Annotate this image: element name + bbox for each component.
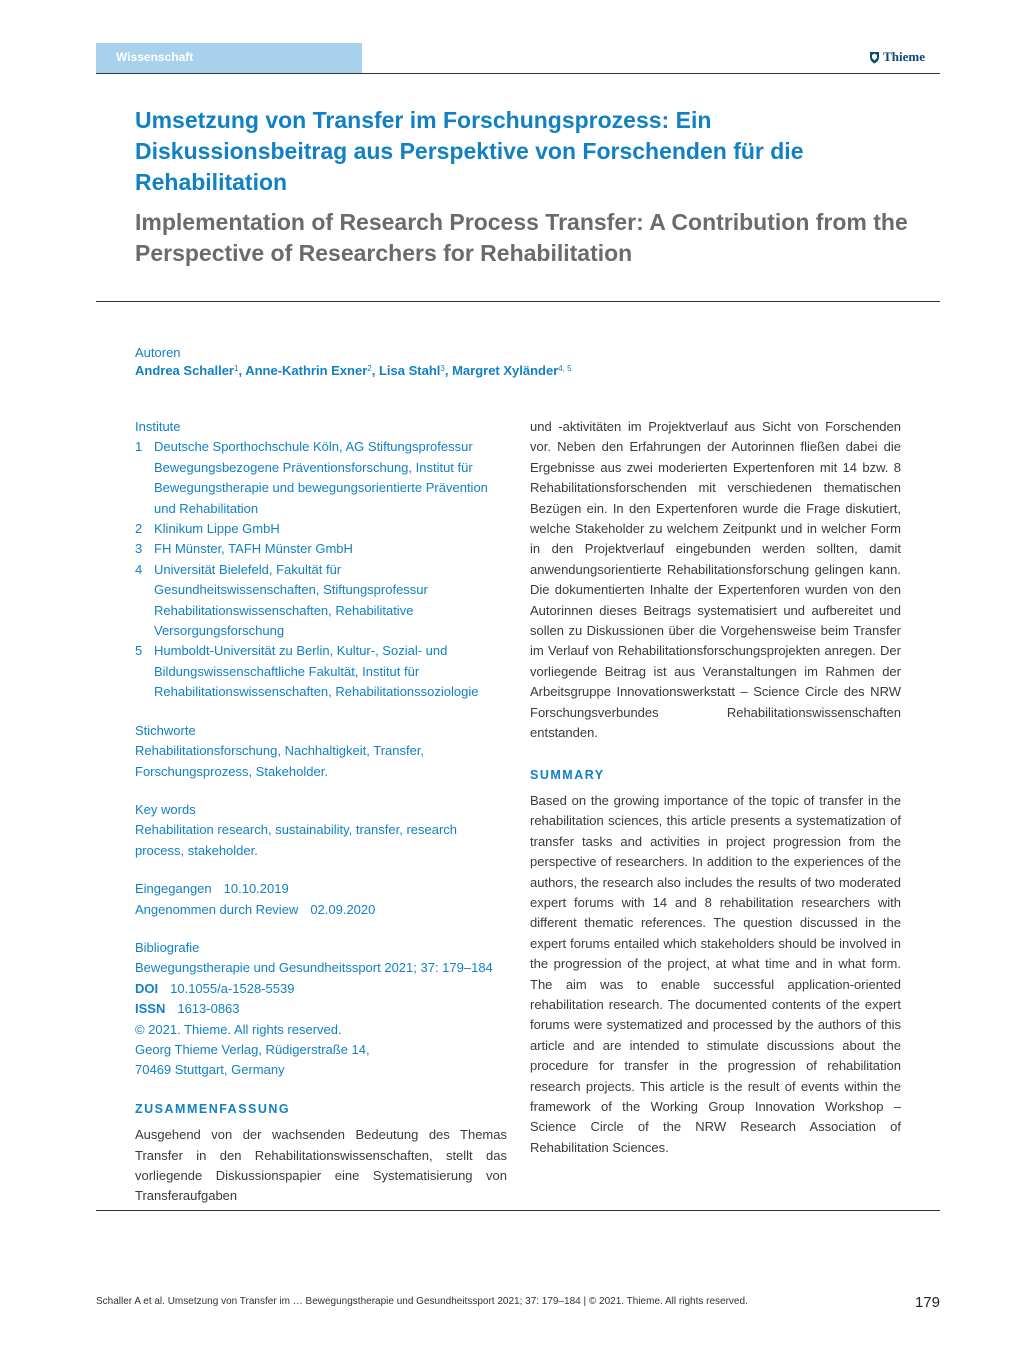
received-date: 10.10.2019 (223, 881, 289, 897)
keywords-block (135, 800, 507, 861)
authors-label: Autoren (135, 345, 181, 360)
author: , Lisa Stahl$^3$ (372, 363, 445, 378)
summary-text: Based on the growing importance of the topic of transfer in the rehabilitation sciences, this article presents a systematization of transfer tasks and activities in project progression from the perspective of researchers. In addition to the experiences of the authors, the research also includes the results of two moderated expert forums with 14 and 8 rehabilitation researchers with different thematic references. The question discussed in the expert forums entailed which stakeholders should be involved in the progression of the project, at what time and in what form. The aim was to enable successful application-oriented rehabilitation research. The documented contents of the expert forums were systematized and processed by the authors of this article and are intended to stimulate discussions about the procedure for transfer in the progression of rehabilitation research projects. This article is the result of events within the framework of the Working Group Innovation Workshop – Science Circle of the NRW Research Association of Rehabilitation Sciences. (530, 792, 901, 1155)
institute-item: 1 Deutsche Sporthochschule Köln, AG Stiftungsprofessur Bewegungsbezogene Präventionsforschung, Institut für Bewegungstherapie und bewegungsorientierte Prävention und Rehabilitation (135, 439, 488, 516)
section-tab: Wissenschaft (96, 43, 362, 74)
accepted-label: Angenommen durch Review (135, 901, 299, 917)
received-label: Eingegangen (135, 881, 212, 897)
dates-block (135, 879, 507, 920)
zusammenfassung-heading: ZUSAMMENFASSUNG (135, 1101, 291, 1116)
publisher-address: Georg Thieme Verlag, Rüdigerstraße 14, (135, 1041, 370, 1057)
publisher-city: 70469 Stuttgart, Germany (135, 1062, 285, 1078)
zusammenfassung-block (135, 1099, 507, 1207)
brand-name: Thieme (883, 49, 925, 64)
author: Andrea Schaller$^1$ (135, 363, 239, 378)
doi-label: DOI (135, 980, 159, 996)
thieme-crest-icon (869, 51, 880, 64)
doi-value: 10.1055/a-1528-5539 (170, 980, 295, 996)
left-column (135, 417, 507, 1207)
author-list (135, 363, 572, 378)
title-divider (96, 301, 940, 302)
institute-item: 2 Klinikum Lippe GmbH (135, 521, 280, 537)
summary-heading: SUMMARY (530, 767, 605, 782)
keywords-label: Key words (135, 801, 196, 817)
bibliography-block (135, 938, 507, 1081)
stichworte-label: Stichworte (135, 722, 196, 738)
bibliography-label: Bibliografie (135, 939, 200, 955)
copyright-line: © 2021. Thieme. All rights reserved. (135, 1021, 342, 1037)
author: , Margret Xyländer$^{4, 5}$ (445, 363, 572, 378)
article-title-german: Umsetzung von Transfer im Forschungsprozess: Ein Diskussionsbeitrag aus Perspektive von Forschenden für die Rehabilitation (135, 107, 804, 195)
publisher-logo (869, 49, 925, 65)
journal-citation: Bewegungstherapie und Gesundheitssport 2021; 37: 179–184 (135, 960, 493, 976)
institute-item: 4 Universität Bielefeld, Fakultät für Gesundheitswissenschaften, Stiftungsprofessur Rehabilitationswissenschaften, Rehabilitative Versorgungsforschung (135, 561, 428, 639)
institutes-label: Institute (135, 419, 181, 434)
accepted-date: 02.09.2020 (310, 901, 376, 917)
zusammenfassung-text-part2: und -aktivitäten im Projektverlauf aus Sicht von Forschenden vor. Neben den Erfahrungen der Autorinnen fließen dabei die Ergebnisse aus zwei moderierten Expertenforen mit 14 bzw. 8 Rehabilitationsforschenden mit verschiedenen thematischen Bezügen ein. In den Expertenforen wurde die Frage diskutiert, welche Stakeholder zu welchem Zeitpunkt und in welcher Form in den Projektverlauf eingebunden werden sollten, damit anwendungsorientierte Rehabilitationsforschung gelingen kann. Die dokumentierten Inhalte der Expertenforen wurden von den Autorinnen dieses Beitrags systematisiert und aufbereitet und sollen zu Diskussionen über die Vorgehensweise beim Transfer im Verlauf von Rehabilitationsforschungsprojekten anregen. Der vorliegende Beitrag ist aus Veranstaltungen im Rahmen der Arbeitsgruppe Innovationswerkstatt – Science Circle des NRW Forschungsverbundes Rehabilitationswissenschaften entstanden. (530, 419, 901, 741)
article-title-english: Implementation of Research Process Transfer: A Contribution from the Perspective of Researchers for Rehabilitation (135, 209, 908, 266)
page-number: 179 (914, 1294, 940, 1311)
footer-citation: Schaller A et al. Umsetzung von Transfer im … Bewegungstherapie und Gesundheitssport 2021; 37: 179–184 | © 2021. Thieme. All rights reserved. (96, 1296, 748, 1307)
stichworte-text: Rehabilitationsforschung, Nachhaltigkeit, Transfer, Forschungsprozess, Stakeholder. (135, 743, 425, 779)
stichworte-block (135, 721, 507, 782)
author: , Anne-Kathrin Exner$^2$ (238, 363, 371, 378)
header-rule (96, 73, 940, 74)
institute-item: 3 FH Münster, TAFH Münster GmbH (135, 541, 353, 557)
keywords-text: Rehabilitation research, sustainability, transfer, research process, stakeholder. (135, 822, 458, 858)
institute-list (135, 437, 507, 702)
right-column (530, 417, 901, 1158)
issn-value: 1613-0863 (177, 1001, 240, 1017)
footer-divider (96, 1210, 940, 1211)
zusammenfassung-text-part1: Ausgehend von der wachsenden Bedeutung des Themas Transfer in den Rehabilitationswissenschaften, stellt das vorliegende Diskussionspapier eine Systematisierung von Transferaufgaben (135, 1127, 507, 1204)
issn-label: ISSN (135, 1001, 166, 1017)
institute-item: 5 Humboldt-Universität zu Berlin, Kultur-, Sozial- und Bildungswissenschaftliche Fakultät, Institut für Rehabilitationswissenschaften, Rehabilitationssoziologie (135, 643, 479, 700)
